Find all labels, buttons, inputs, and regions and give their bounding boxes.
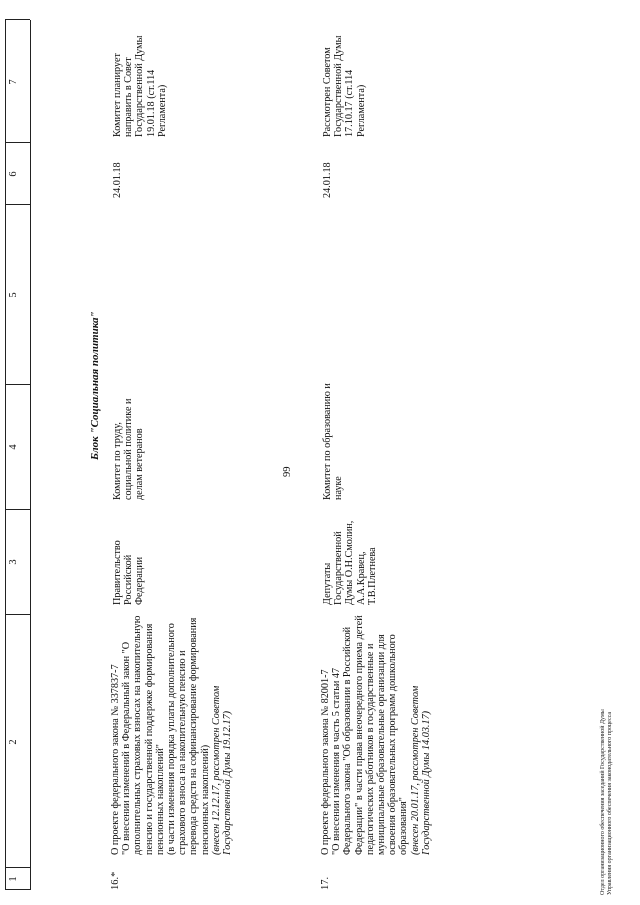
header-divider xyxy=(5,614,30,615)
column-header-5: 5 xyxy=(8,292,19,298)
description-note: (внесен 20.01.17, рассмотрен Советом Государственной Думы 14.03.17) xyxy=(409,685,432,855)
header-divider xyxy=(5,142,30,143)
header-divider xyxy=(5,509,30,510)
description-note: (внесен 12.12.17, рассмотрен Советом Государственной Думы 19.12.17) xyxy=(210,685,234,855)
row-committee: Комитет по труду, социальной политике и делам ветеранов xyxy=(112,398,146,500)
column-header-4: 4 xyxy=(8,444,19,450)
row-date: 24.01.18 xyxy=(322,162,333,198)
row-description xyxy=(110,610,233,855)
description-text: О проекте федерального закона № 337837-7 "О внесении изменений в Федеральный закон "О дополнительных страховых взносах на накопительную пенсию и государственной поддержке формирования пенсионных накоплений" (в части изменения порядка уплаты дополнительного страхового взноса на накопительную пенсию и перевода средств на софинансирование формирования пенсионных накоплений) xyxy=(110,615,211,855)
description-text: О проекте федерального закона № 82001-7 "О внесении изменения в часть 5 статьи 47 Федерального закона "Об образовании в Российской Федерации" в части права внеочередного приема детей педагогических работников в государственные и муниципальные образовательные организации для освоения образовательных программ дошкольного образования" xyxy=(320,615,410,855)
column-header-6: 6 xyxy=(8,171,19,177)
row-number: 17. xyxy=(320,876,331,890)
section-title: Блок "Социальная политика" xyxy=(89,311,101,460)
footer-line-2: Управления организационного обеспечения законодательного процесса xyxy=(607,711,613,895)
row-status: Комитет планирует направить в Совет Государственной Думы 19.01.18 (ст.114 Регламента) xyxy=(112,35,168,137)
footer-line-1: Отдел организационного обеспечения заседаний Государственной Думы xyxy=(600,709,606,895)
header-divider xyxy=(5,204,30,205)
row-date: 24.01.18 xyxy=(112,162,123,198)
row-committee: Комитет по образованию и науке xyxy=(322,383,345,500)
header-divider xyxy=(5,384,30,385)
row-description xyxy=(320,610,432,855)
column-header-3: 3 xyxy=(8,559,19,565)
row-initiator: Депутаты Государственной Думы О.Н.Смолин, А.А.Кравец, Т.В.Плетнева xyxy=(322,520,378,605)
column-header-7: 7 xyxy=(8,79,19,85)
header-divider xyxy=(5,19,30,20)
column-header-2: 2 xyxy=(8,739,19,745)
footer xyxy=(600,709,614,895)
page-number: 99 xyxy=(282,466,293,477)
row-status: Рассмотрен Советом Государственной Думы 17.10.17 (ст.114 Регламента) xyxy=(322,35,367,137)
row-number: 16.* xyxy=(110,871,121,890)
header-bottom-border xyxy=(30,20,31,890)
row-initiator: Правительство Российской Федерации xyxy=(112,540,146,605)
column-header-1: 1 xyxy=(8,876,19,882)
header-top-border xyxy=(5,20,6,890)
